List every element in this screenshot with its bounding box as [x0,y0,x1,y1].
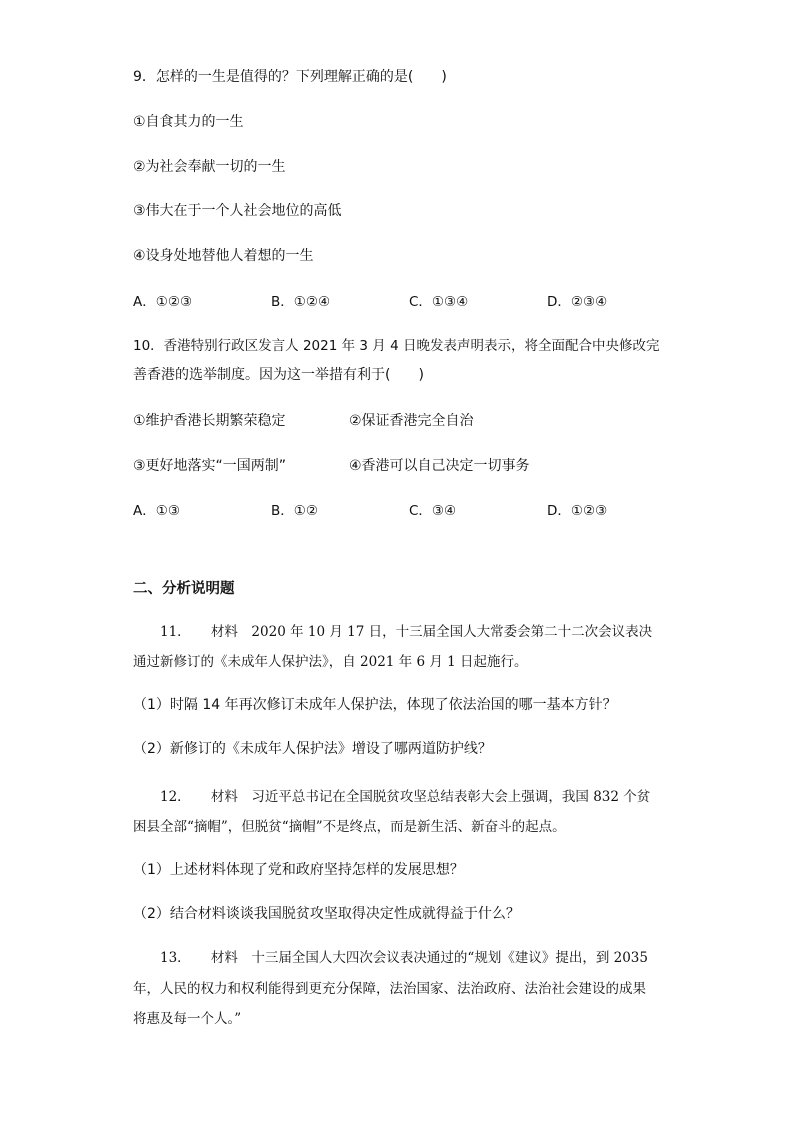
q9-item-1: ①自食其力的一生 [133,114,244,130]
q12-subquestion-1: （1）上述材料体现了党和政府坚持怎样的发展思想？ [133,862,464,878]
q9-option-a: A．①②③ [133,294,193,310]
q12-material-line2: 困县全部“摘帽”，但脱贫“摘帽”不是终点，而是新生活、新奋斗的起点。 [133,819,566,835]
q12-material-line1: 12． 材料 习近平总书记在全国脱贫攻坚总结表彰大会上强调，我国 832 个贫 [133,789,651,805]
q9-option-b: B．①②④ [271,294,331,310]
q13-material-line2: 年，人民的权力和权利能得到更充分保障，法治国家、法治政府、法治社会建设的成果 [133,981,646,997]
q10-option-d: D．①②③ [547,503,608,519]
q10-item-4: ④香港可以自己决定一切事务 [349,458,530,474]
q9-item-3: ③伟大在于一个人社会地位的高低 [133,203,342,219]
section-heading: 二、分析说明题 [133,581,235,597]
q13-material-line1: 13． 材料 十三届全国人大四次会议表决通过的“规划《建议》提出，到 2035 [133,950,648,966]
q10-item-1: ①维护香港长期繁荣稳定 [133,413,286,429]
q10-option-a: A．①③ [133,503,180,519]
q9-option-c: C．①③④ [409,294,469,310]
q11-subquestion-1: （1）时隔 14 年再次修订未成年人保护法，体现了依法治国的哪一基本方针？ [133,697,617,713]
q11-material-line1: 11． 材料 2020 年 10 月 17 日，十三届全国人大常委会第二十二次会议表决 [133,624,653,640]
q10-item-2: ②保证香港完全自治 [349,413,474,429]
q11-material-line2: 通过新修订的《未成年人保护法》，自 2021 年 6 月 1 日起施行。 [133,654,528,670]
q9-item-4: ④设身处地替他人着想的一生 [133,248,314,264]
q13-material-line3: 将惠及每一个人。” [133,1011,242,1027]
q12-subquestion-2: （2）结合材料谈谈我国脱贫攻坚取得决定性成就得益于什么？ [133,906,520,922]
q10-item-3: ③更好地落实“一国两制” [133,458,287,474]
q10-option-c: C．③④ [409,503,457,519]
q9-option-d: D．②③④ [547,294,608,310]
q10-stem-line1: 10．香港特别行政区发言人 2021 年 3 月 4 日晚发表声明表示，将全面配合中央修改完 [133,338,660,354]
q11-subquestion-2: （2）新修订的《未成年人保护法》增设了哪两道防护线？ [133,741,492,757]
q9-item-2: ②为社会奉献一切的一生 [133,159,286,175]
q10-option-b: B．①② [271,503,318,519]
q10-stem-line2: 善香港的选举制度。因为这一举措有利于( ) [133,367,424,383]
q9-stem: 9．怎样的一生是值得的？下列理解正确的是( ) [133,69,447,85]
